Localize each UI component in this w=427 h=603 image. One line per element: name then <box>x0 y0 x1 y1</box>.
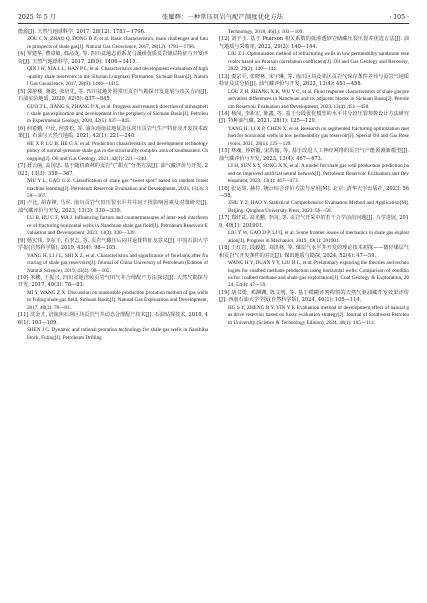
reference-entry: [18] 王红岩, 段毅超, 刘洪林, 等. 煤层气水平井开发的理论技术初探——微径煤层气和页岩气开发条件的对比[J]. 煤田地质与勘探, 2024, 52(4): 47—59. <box>219 245 409 259</box>
reference-entry: LU B, HU C F, MA J. Influencing factors and countermeasures of inter-well interference of fracturing horizontal wells in Nanchuan shale gas field[J]. Petroleum Reservoir Evaluation and Development, 2023, 13(3): 330—339. <box>27 215 208 237</box>
references-left-column <box>18 29 208 342</box>
reference-entry: LI H, SUN X Y, SONG X X, et al. A model for shale gas well production prediction based on improved artificial neural network[J]. Petroleum Reservoir Evaluation and Development, 2023, 13(4): 467—473. <box>228 163 409 185</box>
reference-entry: [17] 郑轩武, 高光鹏, 李向, 等. 页岩气开采中的若干力学前沿问题[J]. 力学进展, 2019, 49(1): 201901. <box>219 215 409 229</box>
reference-entry: [13] 娄宗平, 张晓林, 宋宇琳, 等. 南川区块及邻区页岩气保存条件差异与页岩气地质特征及其分析[J]. 油气藏评价与开发, 2023, 13(4): 451—458. <box>219 73 409 88</box>
reference-entry: [9] 杨宏伟, 李东玉, 石李志, 等. 页岩气藏压后闷井返排特征及意义[J]. 中国石油大学学报(自然科学版), 2019, 43(4): 98—105. <box>18 237 208 252</box>
running-header <box>18 12 409 24</box>
reference-entry: [10] 米鹏, 王振兴, 四川盆地涪陵页岩气田气井合理配产方法探讨[J]. 天然气勘探与开发, 2017, 40(3): 78—83. <box>18 274 208 289</box>
reference-entry: [12] 刘子玉. 基于 Pearson 相关系数的低渗透砂岩储藏压裂压裂井优选方法[J]. 油气地质与采收率, 2022, 29(2): 140—144. <box>219 36 409 50</box>
reference-entry: YANG H, LI X P, CHEN X, et al. Research on segmented fracturing optimization method for horizontal wells in low permeability gas reservoir[J]. Special Oil and Gas Reservoirs, 2021, 28(1): 125—129. <box>228 125 409 147</box>
reference-entry: NIU Y L, GAO G Z. Classification of shale gas “sweet spot” based on random forest machine learning[J]. Petroleum Reservoir Evaluation and Development, 2023, 13(3): 358—367. <box>27 178 208 199</box>
reference-entry: [11] 沈金才, 涪陵焦石坝区块页岩气井动态合理配产技术[J]. 石油钻探技术, 2018, 46(1): 103—109. <box>18 312 208 326</box>
reference-entry: GUO T L, JIANG S, ZHANG P X, et al. Progress and research direction of atmospheric shale gas exploration and development in the periphery of Sichuan Basin[J]. Petroleum Experimental Geology, 2020, 42(5): 837—845. <box>27 103 208 125</box>
reference-entry: [5] 郭彤楼, 蒋恕, 张培先, 等. 四川盆地外围常压页岩气勘探开发进展与攻关方向[J]. 石油实验地质, 2020, 42(5): 837—845. <box>18 88 208 103</box>
reference-entry: 能源[J]. 天然气地球科学, 2017, 28(12): 1781—1796. <box>18 29 146 35</box>
reference-entry: [8] 卢比, 胡春锋, 马军. 南川页岩气田压裂水平井井间干扰影响因素及对策研究[J]. 油气藏评价与开发, 2023, 13(3): 330—339. <box>18 200 208 214</box>
reference-entry: [16] 张运周. 赫拉. 统计综合评价方法与应用[M]. 北京: 清华大学出版社, 2023: 56—58. <box>219 185 409 199</box>
reference-entry: [15] 林魂, 孙新毅, 宋洪翰, 等. 基于改进人工神经网络的页岩气产能预测新模型[J]. 油气藏评价与开发, 2023, 13(4): 467—473. <box>219 148 409 162</box>
reference-entry: WANG H Y, DUAN Y Y, LIU H L, et al. Preliminary exploring the theories and technologies for coalbed methane production using horizontal wells: Comparison of conditions for coalbed methane and shale gas exploitation[J]. Coal Geology & Exploration, 2024, 52(4): 47—59. <box>228 260 409 289</box>
reference-entry: MI Y, WANG Z X. Discussion on reasonable production proration method of gas wells in Fuling shale gas field, Sichuan Basin[J]. Natural Gas Exploration and Development, 2017, 40(3): 78—83. <box>27 289 208 311</box>
header-title: 张耀辉：一种常压页岩气配产制度优化方法 <box>161 14 284 21</box>
reference-entry: [6] 何希鹏, 卢比, 何贵松, 等. 渝东南南盆地复杂区常压页岩气生产特征及开发技术政策[J]. 石油与天然气地质, 2021, 42(1): 221—240. <box>18 125 208 140</box>
reference-entry: YANG H, LI J L, SHI X Z, et al. Characteristics and significance of flowback after fracturing of shale gas reservoirs[J]. Journal of China University of Petroleum (Edition of Natural Science), 2019, 43(4): 98—105. <box>27 252 208 274</box>
reference-entry: [4] 覃建华, 曹富敏, 韩品龙, 等. 四川盆地志留系龙马溪组优质页岩储层特征与开发评价[J]. 天然气地球科学, 2017, 28(9): 1406—1415. <box>18 51 208 65</box>
reference-entry: ZHU Y Z, HAO Y. Statistical Comprehensive Evaluation Method and Application[M]. Beijing: Qinghua University Press, 2023: 56—58. <box>228 200 409 214</box>
reference-entry: [14] 杨闯, 李新宏, 陈鑫, 等. 基于分段优化模型的水平井分段压裂参数设计方法研究[J]. 特种油气藏, 2021, 28(1): 125—129. <box>219 110 409 125</box>
reference-entry: HE X P, LU B, HE G S, et al. Production characteristics and development technology policy of normal-pressure shale gas in the structurally complex area of southeastern Chongqing[J]. Oil and Gas Geology, 2021, 42(1): 221—240. <box>27 140 208 162</box>
reference-entry: [7] 聂云丽, 高国忠. 基于随机森林的页岩气“甜点”分类方法[J]. 油气藏评价与开发, 2023, 13(3): 358—367. <box>18 163 208 177</box>
reference-entry: SHEN J C. Dynamic and rational proration technology for shale gas wells in Jiaoshiba block, Fuling[J]. Petroleum Drilling <box>27 327 208 341</box>
reference-entry: [19] 胡书勇, 邓渊渊, 陈文明, 等. 基于模糊评判构筑的天然气驱油藏开发效果评价[J]. 西南石油大学学报(自然科学版), 2024, 46(1): 105—114. <box>219 289 409 304</box>
reference-entry: HU S Y, ZHENG B Y, YIN Y F. Evaluation method of development effect of natural gas drive reservoir based on fuzzy evaluation strategy[J]. Journal of Southwest Petroleum University (Science & Technology Edition), 2024, 46(1): 105—114. <box>228 304 409 326</box>
reference-entry: LIU Y W, GAO D P, LI Q, et al. Some frontier issues of mechanics in shale gas exploitation[J]. Progress in Mechanics, 2019, 49(1): 201901. <box>228 230 409 244</box>
header-page-number: · 105 · <box>389 14 409 21</box>
reference-entry: LOU Z H, ZHANG X K, WU Y C, et al. Fluid response characteristics of shale gas preservation differences in Nanchuan and its adjacent blocks in Sichuan Basin[J]. Petroleum Reservoir Evaluation and Development, 2023, 13(4): 451—458. <box>228 88 409 110</box>
reference-entry: ZOU C N, ZHAO Q, DONG D Z, et al. Basic characteristics, main challenges and future prospects of shale gas[J]. Natural Gas Geoscience, 2017, 28(12): 1781—1796. <box>27 36 208 50</box>
reference-entry: Technology, 2018, 46(1): 103—109. <box>228 29 304 35</box>
header-date: 2025 年 5 月 <box>18 14 56 21</box>
reference-entry: LIU Z J. Optimization method of refracturing wells in low permeability sandstone reservoirs based on Pearson correlation coefficient[J]. Oil and Gas Geology and Recovery, 2022, 29(2): 140—144. <box>228 51 409 73</box>
references-body <box>18 29 409 342</box>
references-right-column <box>219 29 409 342</box>
reference-entry: QIN J H, XIA L L, HAN P L, et al. Characteristics and development evaluation of high-quality shale reservoirs in the Silurian Longmaxi Formation, Sichuan Basin[J]. Natural Gas Geoscience, 2017, 28(9): 1406—1415. <box>27 66 208 88</box>
